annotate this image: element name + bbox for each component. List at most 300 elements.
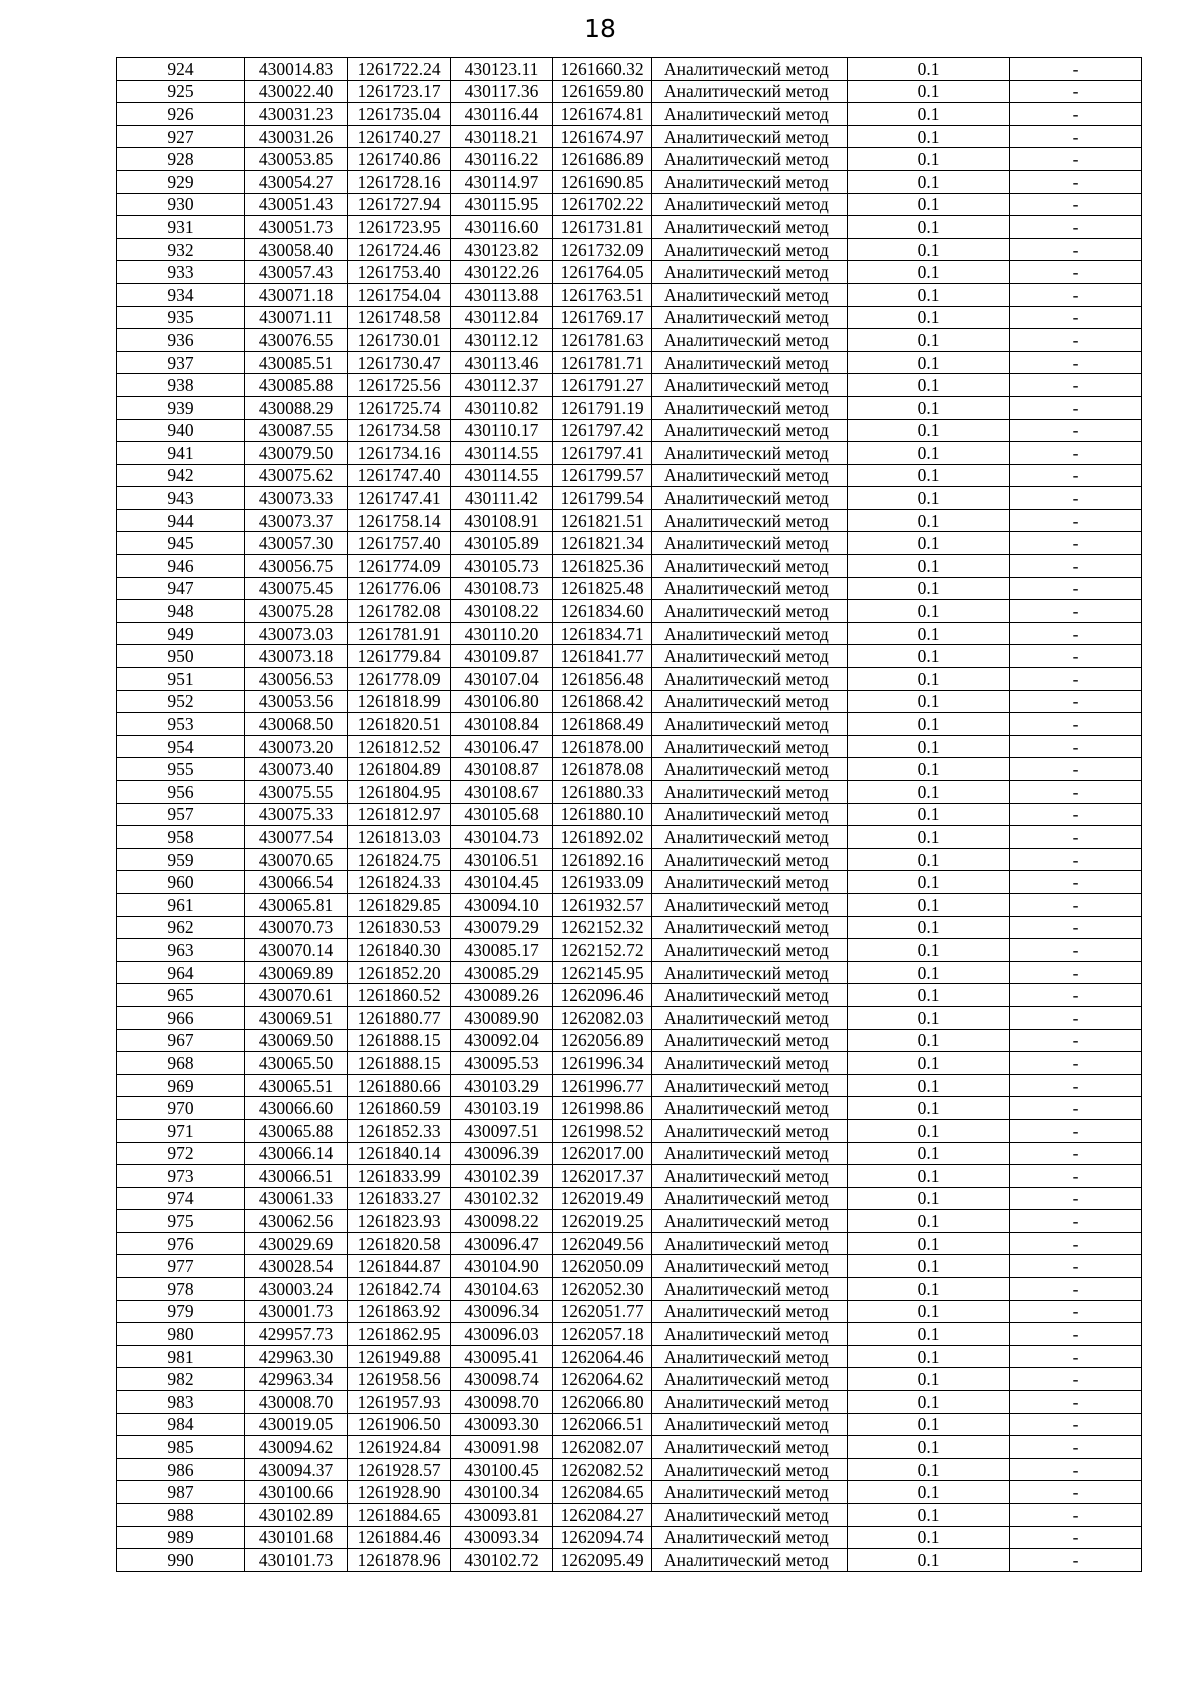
x-coordinate-cell: 430070.65 <box>245 848 348 871</box>
method-cell: Аналитический метод <box>652 1232 848 1255</box>
accuracy-cell: 0.1 <box>848 170 1010 193</box>
x-coordinate-2-cell: 430112.37 <box>451 374 553 397</box>
accuracy-cell: 0.1 <box>848 351 1010 374</box>
x-coordinate-2-cell: 430123.82 <box>451 238 553 261</box>
x-coordinate-cell: 430022.40 <box>245 80 348 103</box>
note-cell: - <box>1010 555 1142 578</box>
note-cell: - <box>1010 1029 1142 1052</box>
table-row <box>117 1481 1142 1504</box>
table-row <box>117 238 1142 261</box>
table-row <box>117 1210 1142 1233</box>
table-row <box>117 735 1142 758</box>
accuracy-cell: 0.1 <box>848 1436 1010 1459</box>
y-coordinate-cell: 1261884.46 <box>348 1526 451 1549</box>
point-number-cell: 925 <box>117 80 245 103</box>
note-cell: - <box>1010 1300 1142 1323</box>
y-coordinate-cell: 1261880.77 <box>348 1006 451 1029</box>
x-coordinate-2-cell: 430093.30 <box>451 1413 553 1436</box>
y-coordinate-cell: 1261833.99 <box>348 1165 451 1188</box>
y-coordinate-2-cell: 1262096.46 <box>553 984 652 1007</box>
x-coordinate-2-cell: 430098.70 <box>451 1391 553 1414</box>
method-cell: Аналитический метод <box>652 1006 848 1029</box>
note-cell: - <box>1010 600 1142 623</box>
y-coordinate-2-cell: 1262082.07 <box>553 1436 652 1459</box>
method-cell: Аналитический метод <box>652 916 848 939</box>
table-row <box>117 464 1142 487</box>
note-cell: - <box>1010 848 1142 871</box>
x-coordinate-cell: 430062.56 <box>245 1210 348 1233</box>
accuracy-cell: 0.1 <box>848 781 1010 804</box>
accuracy-cell: 0.1 <box>848 1232 1010 1255</box>
x-coordinate-cell: 430066.60 <box>245 1097 348 1120</box>
x-coordinate-2-cell: 430112.12 <box>451 329 553 352</box>
y-coordinate-cell: 1261824.75 <box>348 848 451 871</box>
y-coordinate-cell: 1261747.41 <box>348 487 451 510</box>
x-coordinate-2-cell: 430110.20 <box>451 622 553 645</box>
y-coordinate-cell: 1261840.14 <box>348 1142 451 1165</box>
note-cell: - <box>1010 1549 1142 1572</box>
note-cell: - <box>1010 1481 1142 1504</box>
point-number-cell: 970 <box>117 1097 245 1120</box>
method-cell: Аналитический метод <box>652 713 848 736</box>
table-row <box>117 509 1142 532</box>
x-coordinate-2-cell: 430108.22 <box>451 600 553 623</box>
table-row <box>117 170 1142 193</box>
y-coordinate-cell: 1261928.57 <box>348 1458 451 1481</box>
note-cell: - <box>1010 781 1142 804</box>
accuracy-cell: 0.1 <box>848 1391 1010 1414</box>
note-cell: - <box>1010 1210 1142 1233</box>
y-coordinate-2-cell: 1261821.34 <box>553 532 652 555</box>
method-cell: Аналитический метод <box>652 758 848 781</box>
y-coordinate-cell: 1261734.16 <box>348 442 451 465</box>
note-cell: - <box>1010 1458 1142 1481</box>
y-coordinate-cell: 1261723.17 <box>348 80 451 103</box>
accuracy-cell: 0.1 <box>848 1142 1010 1165</box>
y-coordinate-cell: 1261774.09 <box>348 555 451 578</box>
x-coordinate-2-cell: 430079.29 <box>451 916 553 939</box>
x-coordinate-cell: 429963.34 <box>245 1368 348 1391</box>
note-cell: - <box>1010 487 1142 510</box>
y-coordinate-2-cell: 1262066.51 <box>553 1413 652 1436</box>
point-number-cell: 927 <box>117 125 245 148</box>
accuracy-cell: 0.1 <box>848 939 1010 962</box>
y-coordinate-2-cell: 1262084.65 <box>553 1481 652 1504</box>
accuracy-cell: 0.1 <box>848 1345 1010 1368</box>
table-row <box>117 781 1142 804</box>
y-coordinate-cell: 1261813.03 <box>348 826 451 849</box>
y-coordinate-cell: 1261730.01 <box>348 329 451 352</box>
note-cell: - <box>1010 577 1142 600</box>
x-coordinate-2-cell: 430109.87 <box>451 645 553 668</box>
note-cell: - <box>1010 283 1142 306</box>
method-cell: Аналитический метод <box>652 803 848 826</box>
note-cell: - <box>1010 1323 1142 1346</box>
y-coordinate-cell: 1261748.58 <box>348 306 451 329</box>
point-number-cell: 967 <box>117 1029 245 1052</box>
accuracy-cell: 0.1 <box>848 961 1010 984</box>
y-coordinate-cell: 1261906.50 <box>348 1413 451 1436</box>
y-coordinate-cell: 1261957.93 <box>348 1391 451 1414</box>
table-row <box>117 261 1142 284</box>
point-number-cell: 945 <box>117 532 245 555</box>
x-coordinate-2-cell: 430123.11 <box>451 58 553 81</box>
x-coordinate-2-cell: 430108.73 <box>451 577 553 600</box>
table-row <box>117 442 1142 465</box>
accuracy-cell: 0.1 <box>848 1368 1010 1391</box>
point-number-cell: 987 <box>117 1481 245 1504</box>
x-coordinate-cell: 430031.23 <box>245 103 348 126</box>
x-coordinate-2-cell: 430096.39 <box>451 1142 553 1165</box>
method-cell: Аналитический метод <box>652 1165 848 1188</box>
y-coordinate-cell: 1261928.90 <box>348 1481 451 1504</box>
note-cell: - <box>1010 826 1142 849</box>
table-row <box>117 374 1142 397</box>
x-coordinate-cell: 430051.73 <box>245 216 348 239</box>
accuracy-cell: 0.1 <box>848 1481 1010 1504</box>
y-coordinate-cell: 1261958.56 <box>348 1368 451 1391</box>
y-coordinate-cell: 1261888.15 <box>348 1052 451 1075</box>
x-coordinate-2-cell: 430096.03 <box>451 1323 553 1346</box>
x-coordinate-2-cell: 430096.47 <box>451 1232 553 1255</box>
method-cell: Аналитический метод <box>652 1323 848 1346</box>
table-row <box>117 713 1142 736</box>
method-cell: Аналитический метод <box>652 622 848 645</box>
point-number-cell: 940 <box>117 419 245 442</box>
x-coordinate-2-cell: 430112.84 <box>451 306 553 329</box>
point-number-cell: 935 <box>117 306 245 329</box>
y-coordinate-cell: 1261778.09 <box>348 668 451 691</box>
note-cell: - <box>1010 1413 1142 1436</box>
accuracy-cell: 0.1 <box>848 125 1010 148</box>
y-coordinate-2-cell: 1262056.89 <box>553 1029 652 1052</box>
x-coordinate-cell: 430065.50 <box>245 1052 348 1075</box>
note-cell: - <box>1010 216 1142 239</box>
method-cell: Аналитический метод <box>652 690 848 713</box>
point-number-cell: 966 <box>117 1006 245 1029</box>
note-cell: - <box>1010 1119 1142 1142</box>
x-coordinate-2-cell: 430095.41 <box>451 1345 553 1368</box>
x-coordinate-cell: 430069.51 <box>245 1006 348 1029</box>
table-row <box>117 893 1142 916</box>
point-number-cell: 969 <box>117 1074 245 1097</box>
y-coordinate-cell: 1261727.94 <box>348 193 451 216</box>
y-coordinate-cell: 1261820.51 <box>348 713 451 736</box>
x-coordinate-cell: 430101.68 <box>245 1526 348 1549</box>
x-coordinate-2-cell: 430114.97 <box>451 170 553 193</box>
y-coordinate-cell: 1261823.93 <box>348 1210 451 1233</box>
table-row <box>117 1458 1142 1481</box>
x-coordinate-cell: 430008.70 <box>245 1391 348 1414</box>
y-coordinate-cell: 1261852.20 <box>348 961 451 984</box>
table-row <box>117 306 1142 329</box>
x-coordinate-2-cell: 430105.89 <box>451 532 553 555</box>
accuracy-cell: 0.1 <box>848 148 1010 171</box>
note-cell: - <box>1010 238 1142 261</box>
accuracy-cell: 0.1 <box>848 396 1010 419</box>
method-cell: Аналитический метод <box>652 419 848 442</box>
note-cell: - <box>1010 668 1142 691</box>
x-coordinate-2-cell: 430104.63 <box>451 1278 553 1301</box>
y-coordinate-2-cell: 1262082.03 <box>553 1006 652 1029</box>
point-number-cell: 928 <box>117 148 245 171</box>
note-cell: - <box>1010 532 1142 555</box>
x-coordinate-2-cell: 430103.29 <box>451 1074 553 1097</box>
method-cell: Аналитический метод <box>652 509 848 532</box>
y-coordinate-2-cell: 1261868.49 <box>553 713 652 736</box>
x-coordinate-cell: 430051.43 <box>245 193 348 216</box>
y-coordinate-2-cell: 1261868.42 <box>553 690 652 713</box>
method-cell: Аналитический метод <box>652 396 848 419</box>
table-row <box>117 984 1142 1007</box>
x-coordinate-2-cell: 430102.39 <box>451 1165 553 1188</box>
y-coordinate-cell: 1261728.16 <box>348 170 451 193</box>
table-row <box>117 848 1142 871</box>
accuracy-cell: 0.1 <box>848 1210 1010 1233</box>
note-cell: - <box>1010 374 1142 397</box>
method-cell: Аналитический метод <box>652 1210 848 1233</box>
note-cell: - <box>1010 351 1142 374</box>
y-coordinate-2-cell: 1262051.77 <box>553 1300 652 1323</box>
method-cell: Аналитический метод <box>652 1278 848 1301</box>
table-row <box>117 1549 1142 1572</box>
x-coordinate-cell: 430003.24 <box>245 1278 348 1301</box>
x-coordinate-cell: 430085.51 <box>245 351 348 374</box>
x-coordinate-2-cell: 430102.32 <box>451 1187 553 1210</box>
y-coordinate-2-cell: 1261769.17 <box>553 306 652 329</box>
method-cell: Аналитический метод <box>652 1187 848 1210</box>
y-coordinate-cell: 1261878.96 <box>348 1549 451 1572</box>
y-coordinate-2-cell: 1262017.37 <box>553 1165 652 1188</box>
y-coordinate-2-cell: 1261686.89 <box>553 148 652 171</box>
table-row <box>117 148 1142 171</box>
y-coordinate-cell: 1261830.53 <box>348 916 451 939</box>
method-cell: Аналитический метод <box>652 1458 848 1481</box>
x-coordinate-2-cell: 430102.72 <box>451 1549 553 1572</box>
method-cell: Аналитический метод <box>652 826 848 849</box>
note-cell: - <box>1010 1391 1142 1414</box>
note-cell: - <box>1010 758 1142 781</box>
note-cell: - <box>1010 1074 1142 1097</box>
point-number-cell: 933 <box>117 261 245 284</box>
y-coordinate-2-cell: 1262064.46 <box>553 1345 652 1368</box>
method-cell: Аналитический метод <box>652 1481 848 1504</box>
x-coordinate-2-cell: 430100.45 <box>451 1458 553 1481</box>
table-row <box>117 329 1142 352</box>
accuracy-cell: 0.1 <box>848 329 1010 352</box>
table-row <box>117 1300 1142 1323</box>
y-coordinate-2-cell: 1262066.80 <box>553 1391 652 1414</box>
y-coordinate-cell: 1261740.27 <box>348 125 451 148</box>
table-row <box>117 125 1142 148</box>
note-cell: - <box>1010 1368 1142 1391</box>
method-cell: Аналитический метод <box>652 125 848 148</box>
note-cell: - <box>1010 396 1142 419</box>
accuracy-cell: 0.1 <box>848 668 1010 691</box>
method-cell: Аналитический метод <box>652 103 848 126</box>
point-number-cell: 938 <box>117 374 245 397</box>
point-number-cell: 965 <box>117 984 245 1007</box>
point-number-cell: 968 <box>117 1052 245 1075</box>
table-row <box>117 532 1142 555</box>
point-number-cell: 983 <box>117 1391 245 1414</box>
y-coordinate-2-cell: 1261996.34 <box>553 1052 652 1075</box>
y-coordinate-2-cell: 1261732.09 <box>553 238 652 261</box>
table-row <box>117 103 1142 126</box>
note-cell: - <box>1010 735 1142 758</box>
accuracy-cell: 0.1 <box>848 1526 1010 1549</box>
note-cell: - <box>1010 1052 1142 1075</box>
y-coordinate-cell: 1261842.74 <box>348 1278 451 1301</box>
x-coordinate-2-cell: 430093.34 <box>451 1526 553 1549</box>
accuracy-cell: 0.1 <box>848 216 1010 239</box>
y-coordinate-cell: 1261829.85 <box>348 893 451 916</box>
point-number-cell: 943 <box>117 487 245 510</box>
note-cell: - <box>1010 193 1142 216</box>
x-coordinate-2-cell: 430092.04 <box>451 1029 553 1052</box>
x-coordinate-2-cell: 430103.19 <box>451 1097 553 1120</box>
y-coordinate-cell: 1261740.86 <box>348 148 451 171</box>
x-coordinate-2-cell: 430114.55 <box>451 464 553 487</box>
y-coordinate-2-cell: 1262094.74 <box>553 1526 652 1549</box>
y-coordinate-cell: 1261758.14 <box>348 509 451 532</box>
method-cell: Аналитический метод <box>652 1074 848 1097</box>
point-number-cell: 953 <box>117 713 245 736</box>
y-coordinate-2-cell: 1261880.10 <box>553 803 652 826</box>
y-coordinate-2-cell: 1261797.41 <box>553 442 652 465</box>
method-cell: Аналитический метод <box>652 351 848 374</box>
accuracy-cell: 0.1 <box>848 1300 1010 1323</box>
point-number-cell: 955 <box>117 758 245 781</box>
x-coordinate-2-cell: 430113.88 <box>451 283 553 306</box>
accuracy-cell: 0.1 <box>848 826 1010 849</box>
method-cell: Аналитический метод <box>652 1142 848 1165</box>
note-cell: - <box>1010 871 1142 894</box>
method-cell: Аналитический метод <box>652 1526 848 1549</box>
y-coordinate-2-cell: 1261659.80 <box>553 80 652 103</box>
point-number-cell: 951 <box>117 668 245 691</box>
point-number-cell: 956 <box>117 781 245 804</box>
y-coordinate-2-cell: 1261998.86 <box>553 1097 652 1120</box>
table-row <box>117 961 1142 984</box>
method-cell: Аналитический метод <box>652 374 848 397</box>
y-coordinate-2-cell: 1261834.60 <box>553 600 652 623</box>
accuracy-cell: 0.1 <box>848 555 1010 578</box>
point-number-cell: 960 <box>117 871 245 894</box>
method-cell: Аналитический метод <box>652 216 848 239</box>
method-cell: Аналитический метод <box>652 645 848 668</box>
point-number-cell: 952 <box>117 690 245 713</box>
table-row <box>117 668 1142 691</box>
x-coordinate-cell: 430056.53 <box>245 668 348 691</box>
method-cell: Аналитический метод <box>652 984 848 1007</box>
y-coordinate-cell: 1261812.97 <box>348 803 451 826</box>
accuracy-cell: 0.1 <box>848 1029 1010 1052</box>
x-coordinate-2-cell: 430116.60 <box>451 216 553 239</box>
accuracy-cell: 0.1 <box>848 306 1010 329</box>
note-cell: - <box>1010 1097 1142 1120</box>
y-coordinate-cell: 1261804.89 <box>348 758 451 781</box>
y-coordinate-cell: 1261757.40 <box>348 532 451 555</box>
y-coordinate-cell: 1261949.88 <box>348 1345 451 1368</box>
accuracy-cell: 0.1 <box>848 509 1010 532</box>
method-cell: Аналитический метод <box>652 961 848 984</box>
x-coordinate-cell: 430065.88 <box>245 1119 348 1142</box>
x-coordinate-2-cell: 430106.47 <box>451 735 553 758</box>
point-number-cell: 962 <box>117 916 245 939</box>
y-coordinate-2-cell: 1261791.19 <box>553 396 652 419</box>
x-coordinate-cell: 430066.14 <box>245 1142 348 1165</box>
table-row <box>117 1187 1142 1210</box>
x-coordinate-2-cell: 430096.34 <box>451 1300 553 1323</box>
table-row <box>117 916 1142 939</box>
point-number-cell: 984 <box>117 1413 245 1436</box>
y-coordinate-cell: 1261722.24 <box>348 58 451 81</box>
accuracy-cell: 0.1 <box>848 758 1010 781</box>
method-cell: Аналитический метод <box>652 893 848 916</box>
method-cell: Аналитический метод <box>652 329 848 352</box>
x-coordinate-cell: 430053.56 <box>245 690 348 713</box>
x-coordinate-2-cell: 430111.42 <box>451 487 553 510</box>
coordinates-table <box>116 57 1142 1572</box>
x-coordinate-2-cell: 430105.73 <box>451 555 553 578</box>
x-coordinate-2-cell: 430104.73 <box>451 826 553 849</box>
y-coordinate-2-cell: 1261799.57 <box>553 464 652 487</box>
point-number-cell: 942 <box>117 464 245 487</box>
x-coordinate-2-cell: 430117.36 <box>451 80 553 103</box>
x-coordinate-cell: 430031.26 <box>245 125 348 148</box>
x-coordinate-cell: 430065.51 <box>245 1074 348 1097</box>
method-cell: Аналитический метод <box>652 1119 848 1142</box>
table-row <box>117 1006 1142 1029</box>
point-number-cell: 954 <box>117 735 245 758</box>
method-cell: Аналитический метод <box>652 848 848 871</box>
point-number-cell: 990 <box>117 1549 245 1572</box>
y-coordinate-cell: 1261924.84 <box>348 1436 451 1459</box>
method-cell: Аналитический метод <box>652 871 848 894</box>
accuracy-cell: 0.1 <box>848 893 1010 916</box>
x-coordinate-2-cell: 430085.29 <box>451 961 553 984</box>
note-cell: - <box>1010 170 1142 193</box>
table-row <box>117 1052 1142 1075</box>
y-coordinate-2-cell: 1261763.51 <box>553 283 652 306</box>
table-row <box>117 1436 1142 1459</box>
x-coordinate-cell: 430075.45 <box>245 577 348 600</box>
table-row <box>117 645 1142 668</box>
table-row <box>117 1368 1142 1391</box>
method-cell: Аналитический метод <box>652 1052 848 1075</box>
x-coordinate-2-cell: 430110.82 <box>451 396 553 419</box>
table-row <box>117 216 1142 239</box>
note-cell: - <box>1010 1255 1142 1278</box>
y-coordinate-2-cell: 1262082.52 <box>553 1458 652 1481</box>
y-coordinate-cell: 1261747.40 <box>348 464 451 487</box>
table-row <box>117 1255 1142 1278</box>
method-cell: Аналитический метод <box>652 939 848 962</box>
accuracy-cell: 0.1 <box>848 1458 1010 1481</box>
accuracy-cell: 0.1 <box>848 1006 1010 1029</box>
point-number-cell: 971 <box>117 1119 245 1142</box>
y-coordinate-cell: 1261782.08 <box>348 600 451 623</box>
accuracy-cell: 0.1 <box>848 600 1010 623</box>
point-number-cell: 958 <box>117 826 245 849</box>
y-coordinate-2-cell: 1262095.49 <box>553 1549 652 1572</box>
method-cell: Аналитический метод <box>652 442 848 465</box>
x-coordinate-2-cell: 430116.22 <box>451 148 553 171</box>
point-number-cell: 948 <box>117 600 245 623</box>
accuracy-cell: 0.1 <box>848 1165 1010 1188</box>
y-coordinate-cell: 1261776.06 <box>348 577 451 600</box>
